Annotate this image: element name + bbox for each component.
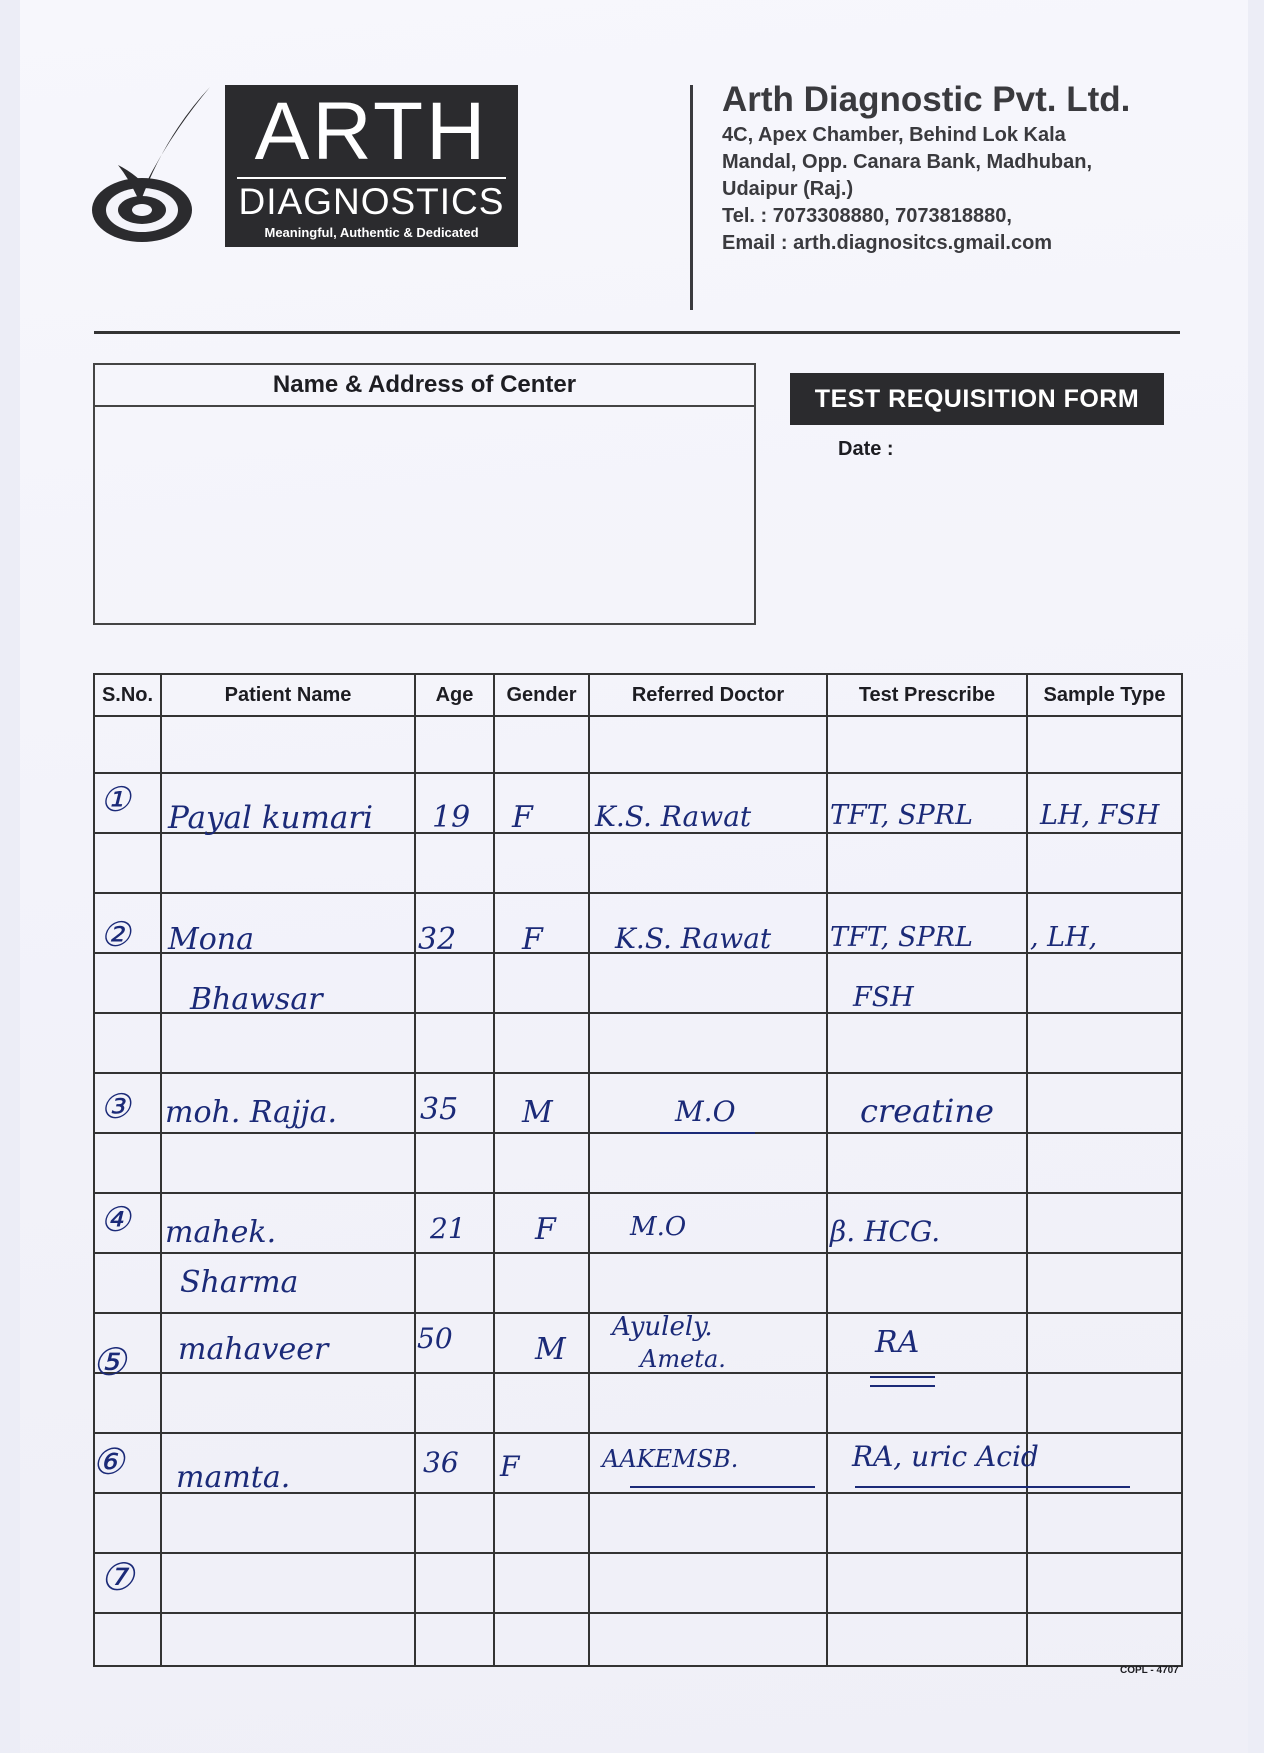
header-test-prescribe: Test Prescribe bbox=[858, 684, 996, 706]
patient-name-line2: Bhawsar bbox=[190, 982, 323, 1017]
patient-gender: F bbox=[500, 1450, 520, 1483]
patient-age: 50 bbox=[417, 1322, 453, 1355]
test-prescribed: β. HCG. bbox=[830, 1215, 941, 1248]
test-prescribed: creatine bbox=[860, 1092, 994, 1130]
referred-doctor: M.O bbox=[630, 1212, 687, 1242]
patient-age: 19 bbox=[432, 800, 471, 835]
row-number: ⑤ bbox=[92, 1340, 127, 1384]
sample-type: LH, FSH bbox=[1040, 800, 1160, 831]
form-code: COPL - 4707 bbox=[1120, 1665, 1179, 1676]
patient-name: mahek. bbox=[165, 1215, 277, 1250]
header-age: Age bbox=[435, 684, 474, 706]
sample-type: , LH, bbox=[1030, 922, 1098, 953]
logo-word: ARTH bbox=[254, 86, 489, 177]
test-prescribed: TFT, SPRL bbox=[830, 800, 973, 831]
patient-gender: M bbox=[522, 1095, 553, 1130]
patient-age: 35 bbox=[420, 1092, 459, 1127]
header-referred-doctor: Referred Doctor bbox=[631, 684, 785, 706]
test-prescribed: RA, uric Acid bbox=[852, 1440, 1039, 1473]
test-prescribed: TFT, SPRL bbox=[830, 922, 973, 953]
patient-name: Payal kumari bbox=[168, 800, 374, 836]
patient-name: moh. Rajja. bbox=[165, 1095, 338, 1130]
row-number: ④ bbox=[100, 1200, 131, 1240]
email-line: Email : arth.diagnositcs.gmail.com bbox=[722, 232, 1053, 254]
row-number: ② bbox=[100, 915, 131, 955]
address-line: Mandal, Opp. Canara Bank, Madhuban, bbox=[722, 151, 1093, 173]
patient-name: Mona bbox=[168, 922, 254, 957]
referred-doctor: M.O bbox=[675, 1095, 736, 1128]
address-line: 4C, Apex Chamber, Behind Lok Kala bbox=[722, 124, 1066, 146]
referred-doctor: K.S. Rawat bbox=[595, 800, 752, 833]
header-sno: S.No. bbox=[101, 684, 154, 706]
patient-gender: F bbox=[535, 1212, 556, 1247]
address-line: Udaipur (Raj.) bbox=[722, 178, 854, 200]
referred-doctor: Ayulely. bbox=[612, 1312, 713, 1342]
patient-gender: M bbox=[535, 1332, 566, 1367]
patient-name-line2: Sharma bbox=[180, 1265, 299, 1300]
test-prescribed: RA bbox=[875, 1325, 920, 1360]
company-name: Arth Diagnostic Pvt. Ltd. bbox=[722, 80, 1131, 119]
patient-age: 36 bbox=[423, 1446, 459, 1479]
header-patient-name: Patient Name bbox=[224, 684, 352, 706]
row-number: ⑥ bbox=[92, 1442, 125, 1483]
logo-subword: DIAGNOSTICS bbox=[238, 181, 505, 222]
patient-gender: F bbox=[522, 922, 543, 957]
referred-doctor: AAKEMSB. bbox=[602, 1445, 739, 1473]
row-number: ⑦ bbox=[100, 1555, 135, 1599]
patient-gender: F bbox=[512, 800, 533, 835]
phone-line: Tel. : 7073308880, 7073818880, bbox=[722, 205, 1012, 227]
referred-doctor: K.S. Rawat bbox=[615, 922, 772, 955]
patient-age: 32 bbox=[418, 922, 457, 957]
patient-name: mahaveer bbox=[178, 1332, 329, 1367]
header-gender: Gender bbox=[506, 684, 577, 706]
row-number: ③ bbox=[100, 1087, 131, 1127]
test-prescribed-line2: FSH bbox=[853, 982, 914, 1013]
logo-tagline: Meaningful, Authentic & Dedicated bbox=[264, 225, 479, 240]
form-title: TEST REQUISITION FORM bbox=[790, 373, 1164, 425]
referred-doctor-line2: Ameta. bbox=[640, 1345, 726, 1373]
patient-name: mamta. bbox=[176, 1460, 291, 1495]
header-sample-type: Sample Type bbox=[1043, 684, 1166, 706]
center-box-title: Name & Address of Center bbox=[95, 365, 754, 407]
row-number: ① bbox=[100, 780, 131, 820]
date-label: Date : bbox=[838, 438, 894, 460]
patient-age: 21 bbox=[430, 1212, 466, 1245]
